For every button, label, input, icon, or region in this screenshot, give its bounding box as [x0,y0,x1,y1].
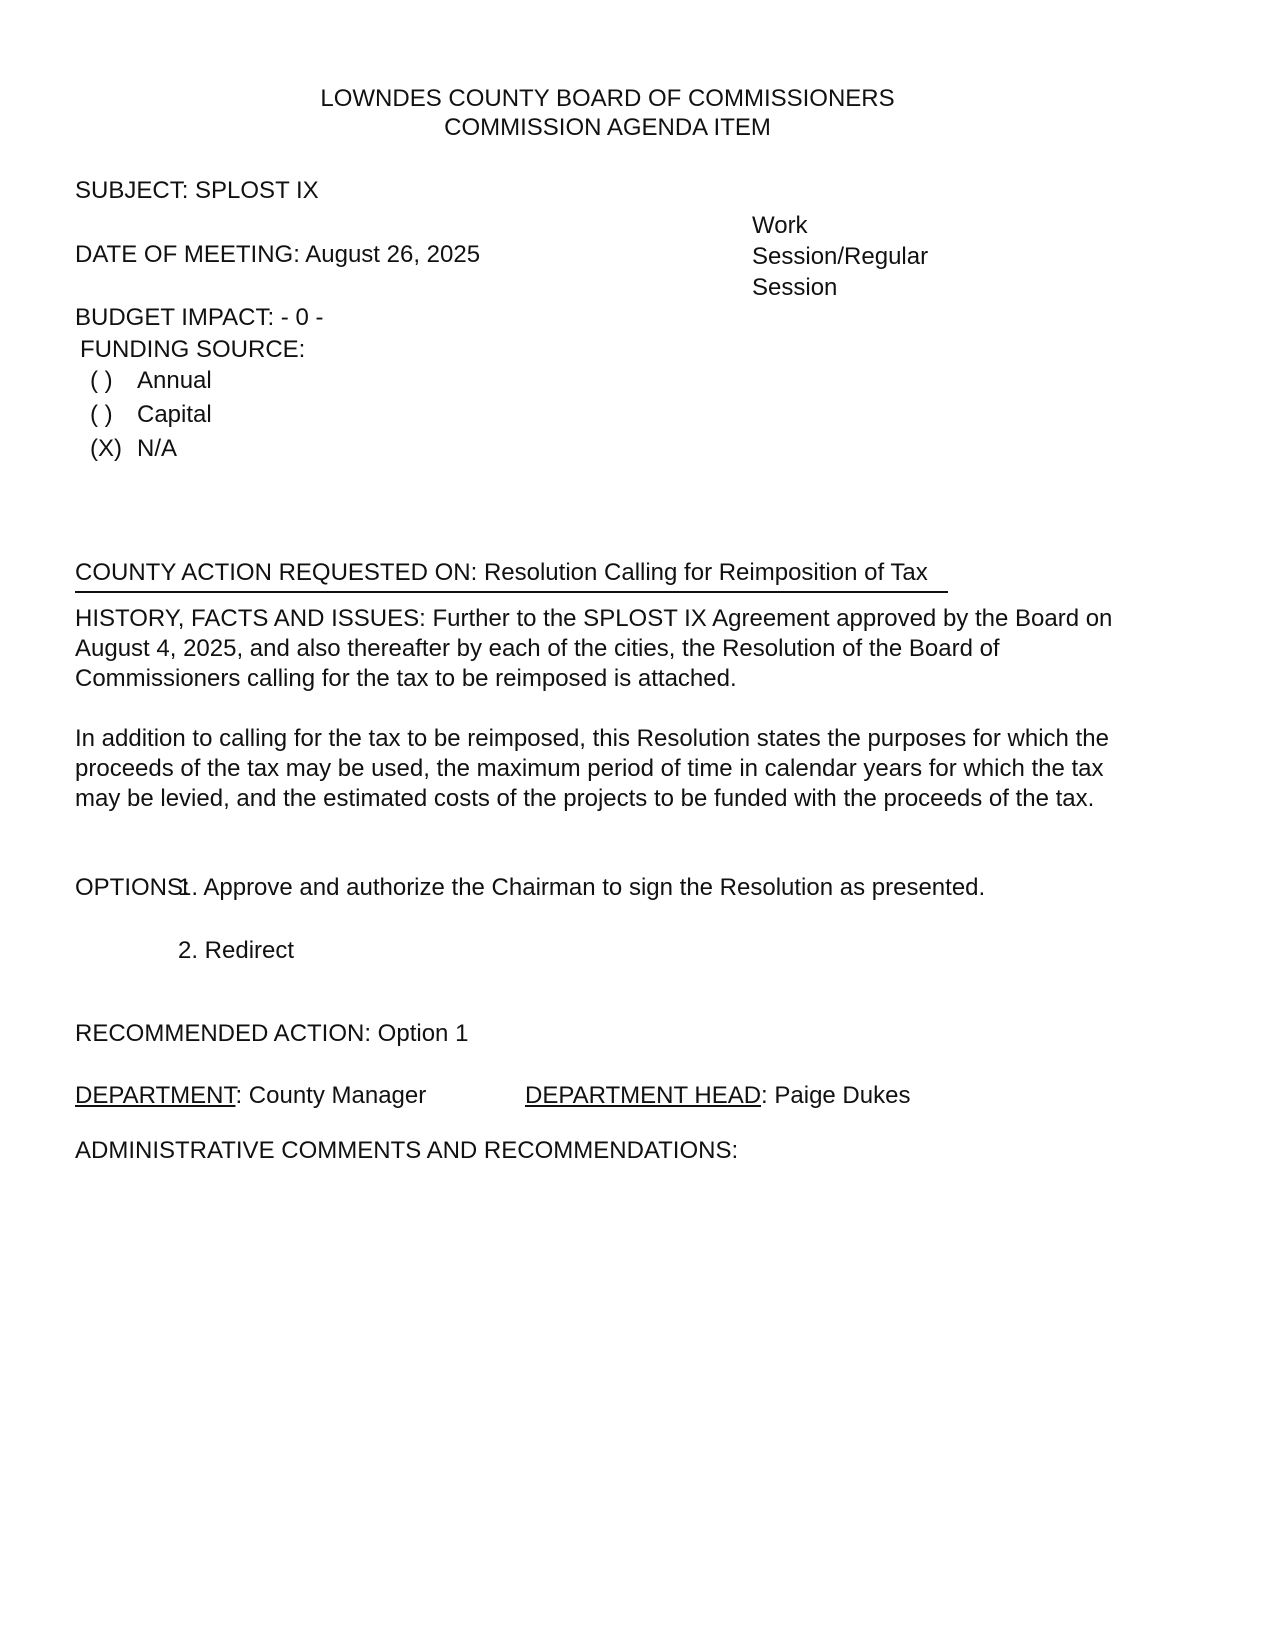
department-section [75,1082,426,1109]
checkbox-capital: ( ) [90,401,113,428]
funding-option-annual-label: Annual [137,367,212,394]
department-head-value: : Paige Dukes [761,1082,911,1109]
subject-line: SUBJECT: SPLOST IX [75,177,319,204]
funding-option-capital-label: Capital [137,401,212,428]
department-label: DEPARTMENT [75,1082,236,1109]
reimposition-details-paragraph: In addition to calling for the tax to be reimposed, this Resolution states the purposes for which the proceeds of the tax may be used, the maximum period of time in calendar years for which the tax may be levied, and the estimated costs of the projects to be funded with the proceeds of the tax. [75,725,1109,812]
checkbox-annual: ( ) [90,367,113,394]
department-head-label: DEPARTMENT HEAD [525,1082,762,1109]
funding-option-annual [90,366,212,396]
funding-option-na [90,434,177,464]
options-label: OPTIONS: [75,874,190,901]
administrative-comments-line: ADMINISTRATIVE COMMENTS AND RECOMMENDATIONS: [75,1137,739,1164]
funding-option-capital [90,400,212,430]
history-facts-issues-paragraph: HISTORY, FACTS AND ISSUES: Further to the SPLOST IX Agreement approved by the Board on August 4, 2025, and also thereafter by each of the cities, the Resolution of the Board of Commissioners calling for the tax to be reimposed is attached. [75,605,1113,692]
option-1-text: 1. Approve and authorize the Chairman to sign the Resolution as presented. [178,874,986,901]
department-line [75,1081,1140,1111]
document-title-line1: LOWNDES COUNTY BOARD OF COMMISSIONERS [320,85,895,112]
recommended-action-line: RECOMMENDED ACTION: Option 1 [75,1020,469,1047]
funding-source-label: FUNDING SOURCE: [80,336,306,363]
department-head-section [525,1081,910,1111]
department-value: : County Manager [235,1082,427,1109]
budget-impact-line: BUDGET IMPACT: - 0 - [75,304,324,331]
document-title-line2: COMMISSION AGENDA ITEM [444,114,771,141]
session-type: Work Session/Regular Session [752,212,929,301]
checkbox-na-checked: (X) [90,435,122,462]
funding-option-na-label: N/A [137,435,178,462]
county-action-requested-line: COUNTY ACTION REQUESTED ON: Resolution Calling for Reimposition of Tax [75,558,948,593]
date-of-meeting-line: DATE OF MEETING: August 26, 2025 [75,241,481,268]
options-line [75,873,985,903]
option-2-text: 2. Redirect [178,937,295,964]
